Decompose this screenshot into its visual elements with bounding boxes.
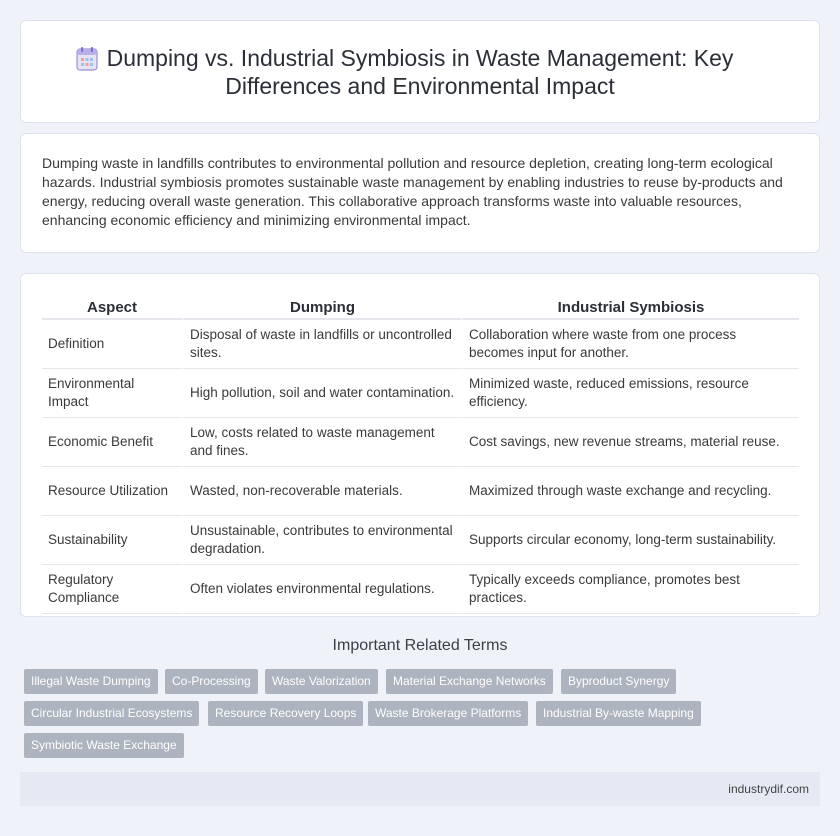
related-term-tag[interactable]: Waste Brokerage Platforms — [368, 701, 528, 726]
row-dumping: Wasted, non-recoverable materials. — [182, 467, 461, 516]
related-term-tag[interactable]: Material Exchange Networks — [386, 669, 553, 694]
row-dumping: Unsustainable, contributes to environmental degradation. — [182, 516, 461, 565]
table-row — [42, 320, 799, 369]
related-term-tag[interactable]: Byproduct Synergy — [561, 669, 676, 694]
row-industrial-symbiosis: Cost savings, new revenue streams, material reuse. — [461, 418, 799, 467]
row-dumping: High pollution, soil and water contamination. — [182, 369, 461, 418]
row-industrial-symbiosis: Supports circular economy, long-term sustainability. — [461, 516, 799, 565]
intro-card — [20, 133, 820, 253]
row-aspect: Definition — [42, 320, 182, 369]
table-row — [42, 565, 799, 614]
related-term-tag[interactable]: Waste Valorization — [265, 669, 378, 694]
row-industrial-symbiosis: Minimized waste, reduced emissions, resource efficiency. — [461, 369, 799, 418]
header-card — [20, 20, 820, 123]
row-industrial-symbiosis: Maximized through waste exchange and recycling. — [461, 467, 799, 516]
row-dumping: Disposal of waste in landfills or uncontrolled sites. — [182, 320, 461, 369]
table-row — [42, 467, 799, 516]
related-term-tag[interactable]: Circular Industrial Ecosystems — [24, 701, 199, 726]
intro-paragraph: Dumping waste in landfills contributes to environmental pollution and resource depletion, creating long-term ecological hazards. Industrial symbiosis promotes sustainable waste management by enabling industries to reuse by-products and energy, reducing overall waste generation. This collaborative approach transforms waste into valuable resources, enhancing economic efficiency and minimizing environmental impact. — [42, 155, 783, 228]
related-term-tag[interactable]: Illegal Waste Dumping — [24, 669, 158, 694]
page-title: Dumping vs. Industrial Symbiosis in Waste Management: Key Differences and Environmental Impact — [106, 44, 734, 99]
footer-site-link[interactable]: industrydif.com — [728, 782, 809, 796]
related-term-tag[interactable]: Co-Processing — [165, 669, 258, 694]
related-terms-heading: Important Related Terms — [332, 637, 508, 654]
row-aspect: Environmental Impact — [42, 369, 182, 418]
table-row — [42, 369, 799, 418]
row-aspect: Regulatory Compliance — [42, 565, 182, 614]
column-header-dumping: Dumping — [182, 296, 461, 320]
footer-bar — [20, 772, 820, 806]
column-header-industrial-symbiosis: Industrial Symbiosis — [461, 296, 799, 320]
related-term-tag[interactable]: Industrial By-waste Mapping — [536, 701, 701, 726]
row-dumping: Often violates environmental regulations. — [182, 565, 461, 614]
table-row — [42, 418, 799, 467]
comparison-table — [42, 296, 799, 614]
row-aspect: Sustainability — [42, 516, 182, 565]
row-aspect: Economic Benefit — [42, 418, 182, 467]
comparison-card — [20, 273, 820, 617]
column-header-aspect: Aspect — [42, 296, 182, 320]
table-header-row — [42, 296, 799, 320]
related-term-tag[interactable]: Symbiotic Waste Exchange — [24, 733, 184, 758]
row-industrial-symbiosis: Typically exceeds compliance, promotes best practices. — [461, 565, 799, 614]
related-term-tag[interactable]: Resource Recovery Loops — [208, 701, 363, 726]
table-row — [42, 516, 799, 565]
row-industrial-symbiosis: Collaboration where waste from one process becomes input for another. — [461, 320, 799, 369]
row-aspect: Resource Utilization — [42, 467, 182, 516]
row-dumping: Low, costs related to waste management and fines. — [182, 418, 461, 467]
